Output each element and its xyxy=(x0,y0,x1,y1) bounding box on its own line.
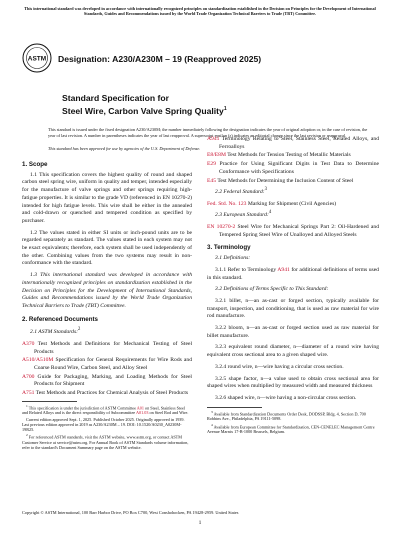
footnote-divider xyxy=(22,401,77,402)
paragraph-3-1: 3.1 Definitions: xyxy=(215,255,251,262)
footnote-2: $^2$ For referenced ASTM standards, visit the ASTM website, www.astm.org, or contact ASTM Customer Service at service@astm.org. For Annual Book of ASTM Standards volume information, refer to the standard's Document Summary page on the ASTM website. xyxy=(22,433,189,451)
reference-link[interactable]: E8/E8M xyxy=(207,152,226,159)
title-line-2: Steel Wire, Carbon Valve Spring Quality$^1$ xyxy=(62,105,227,116)
astm-logo xyxy=(22,43,52,73)
paragraph-3-2-5: 3.2.5 shape factor, n—a value used to obtain cross sectional area for shaped wires when multiplied by measured width and measured thickness xyxy=(207,375,379,390)
footnote-1: $^1$ This specification is under the jurisdiction of ASTM Committee A01 on Steel, Stainless Steel and Related Alloys and is the direct responsibility of Subcommittee A01.03 on Steel Rod and Wire. xyxy=(22,403,189,416)
reference-item[interactable]: A941 Terminology Relating to Steel, Stainless Steel, Related Alloys, and Ferroalloys xyxy=(207,136,379,150)
reference-link[interactable]: Fed. Std. No. 123 xyxy=(207,200,247,207)
footnotes xyxy=(207,410,379,435)
paragraph-3-2-4: 3.2.4 round wire, n—wire having a circular cross section. xyxy=(215,363,344,370)
reference-link[interactable]: EN 10270-2 xyxy=(207,224,236,231)
paragraph-2-3: 2.3 European Standard:$^4$ xyxy=(215,210,272,219)
reference-item[interactable]: EN 10270-2 Steel Wire for Mechanical Springs Part 2: Oil-Hardened and Tempered Spring Steel Wire of Unalloyed and Alloyed Steels xyxy=(207,224,379,238)
section-heading-scope: 1. Scope xyxy=(22,161,48,168)
paragraph-2-1: 2.1 ASTM Standards:$^2$ xyxy=(30,327,81,336)
designation-note: This standard is issued under the fixed designation A230/A230M; the number immediately following the designation indicates the year of original adoption or, in the case of revision, the year of last revision. A number in parentheses indicates the year of last reapproval. A superscript epsilon (ε) indicates an editorial change since the last revision or reapproval. xyxy=(48,127,368,138)
reference-link[interactable]: A941 xyxy=(277,266,290,273)
left-column xyxy=(22,156,192,451)
footnotes xyxy=(22,404,192,450)
paragraph-3-2-6: 3.2.6 shaped wire, n—wire having a non-circular cross section. xyxy=(215,395,357,401)
committee-link[interactable]: A01 xyxy=(136,405,144,411)
section-heading-terminology: 3. Terminology xyxy=(207,244,251,252)
reference-item[interactable]: E29 Practice for Using Significant Digits in Test Data to Determine Conformance with Specifications xyxy=(207,161,379,175)
footnote-1-edition: Current edition approved Sept. 1, 2025. Published October 2025. Originally approved in 1939. Last previous edition approved in 2019 as A230/A230M – 19. DOI: 10.1520/A0230_A0230M-19R25. xyxy=(22,416,185,433)
page-number: 1 xyxy=(198,520,202,526)
reference-item[interactable]: A510/A510M Specification for General Requirements for Wire Rods and Coarse Round Wire, Carbon Steel, and Alloy Steel xyxy=(22,357,192,372)
paragraph-3-2-3: 3.2.3 equivalent round diameter, n—diameter of a round wire having equivalent cross sectional area to a given shaped wire. xyxy=(207,344,379,359)
title-line-1: Standard Specification for xyxy=(62,93,169,103)
reference-item[interactable]: Fed. Std. No. 123 Marking for Shipment (Civil Agencies) xyxy=(207,200,337,207)
paragraph-3-2-1: 3.2.1 billet, n—an as-cast or forged section, typically available for transport, inspection, and conditioning, that is used as raw material for wire rod manufacture. xyxy=(207,297,379,320)
header-note: This international standard was developed in accordance with internationally recognized principles on standardization established in the Decision on Principles for the Development of International Standards, Guides and Recommendations issued by the World Trade Organization Technical Barriers to Trade (TBT) Committee. xyxy=(24,6,376,16)
reference-link[interactable]: A510/A510M xyxy=(22,357,54,364)
reference-link[interactable]: A700 xyxy=(22,373,35,380)
dod-approval-note: This standard has been approved for use by agencies of the U.S. Department of Defense. xyxy=(48,146,201,151)
copyright-footer: Copyright © ASTM International, 100 Barr Harbor Drive, PO Box C700, West Conshohocken, PA 19428-2959. United States xyxy=(22,510,239,515)
footnote-3: $^3$ Available from Standardization Documents Order Desk, DODSSP, Bldg. 4, Section D, 700 Robbins Ave., Philadelphia, PA 19111-5098. xyxy=(207,409,366,422)
paragraph-3-1-1: 3.1.1 Refer to Terminology A941 for additional definitions of terms used in this standard. xyxy=(207,266,379,281)
document-title xyxy=(62,93,362,116)
reference-link[interactable]: A370 xyxy=(22,340,35,347)
paragraph-1-1: 1.1 This specification covers the highest quality of round and shaped carbon steel spring wire, uniform in quality and temper, intended especially for the manufacture of valve springs and other springs requiring high-fatigue properties. It is similar to the grade VD (referenced in EN 10270-2) intended for high fatigue levels. This wire shall be either in the annealed and cold-drawn or quenched and tempered condition as specified by purchaser. xyxy=(22,171,192,224)
reference-item[interactable]: A370 Test Methods and Definitions for Mechanical Testing of Steel Products xyxy=(22,340,192,355)
reference-item[interactable]: A751 Test Methods and Practices for Chemical Analysis of Steel Products xyxy=(22,390,189,397)
reference-item[interactable]: E45 Test Methods for Determining the Inclusion Content of Steel xyxy=(207,177,354,184)
reference-item[interactable]: A700 Guide for Packaging, Marking, and Loading Methods for Steel Products for Shipment xyxy=(22,373,192,388)
right-column xyxy=(207,136,379,435)
reference-item[interactable]: E8/E8M Test Methods for Tension Testing of Metallic Materials xyxy=(207,152,351,159)
paragraph-1-2: 1.2 The values stated in either SI units or inch-pound units are to be regarded separately as standard. The values stated in each system may not be exact equivalents; therefore, each system shall be used independently of the other. Combining values from the two systems may result in non-conformance with the standard. xyxy=(22,229,192,267)
paragraph-2-2: 2.2 Federal Standard:$^3$ xyxy=(215,187,267,196)
paragraph-3-2: 3.2 Definitions of Terms Specific to This Standard: xyxy=(215,286,329,293)
reference-link[interactable]: E45 xyxy=(207,177,217,184)
designation: Designation: A230/A230M – 19 (Reapproved 2025) xyxy=(58,54,262,64)
reference-link[interactable]: E29 xyxy=(207,161,217,168)
svg-text:ASTM: ASTM xyxy=(27,55,47,63)
reference-link[interactable]: A751 xyxy=(22,390,35,397)
reference-link[interactable]: A941 xyxy=(207,136,220,142)
footnote-4: $^4$ Available from European Committee for Standardization, CEN-CENELEC Management Centre Avenue Marnix 17-B-1000 Brussels, Belgium. xyxy=(207,422,375,435)
paragraph-1-3: 1.3 This international standard was developed in accordance with internationally recognized principles on standardization established in the Decision on Principles for the Development of International Standards, Guides and Recommendations issued by the World Trade Organization Technical Barriers to Trade (TBT) Committee. xyxy=(22,272,192,309)
paragraph-3-2-2: 3.2.2 bloom, n—an as-cast or forged section used as raw material for billet manufacture. xyxy=(207,325,379,339)
footnote-divider xyxy=(207,407,262,408)
section-heading-referenced-documents: 2. Referenced Documents xyxy=(22,315,98,323)
subcommittee-link[interactable]: A01.03 xyxy=(135,410,149,416)
